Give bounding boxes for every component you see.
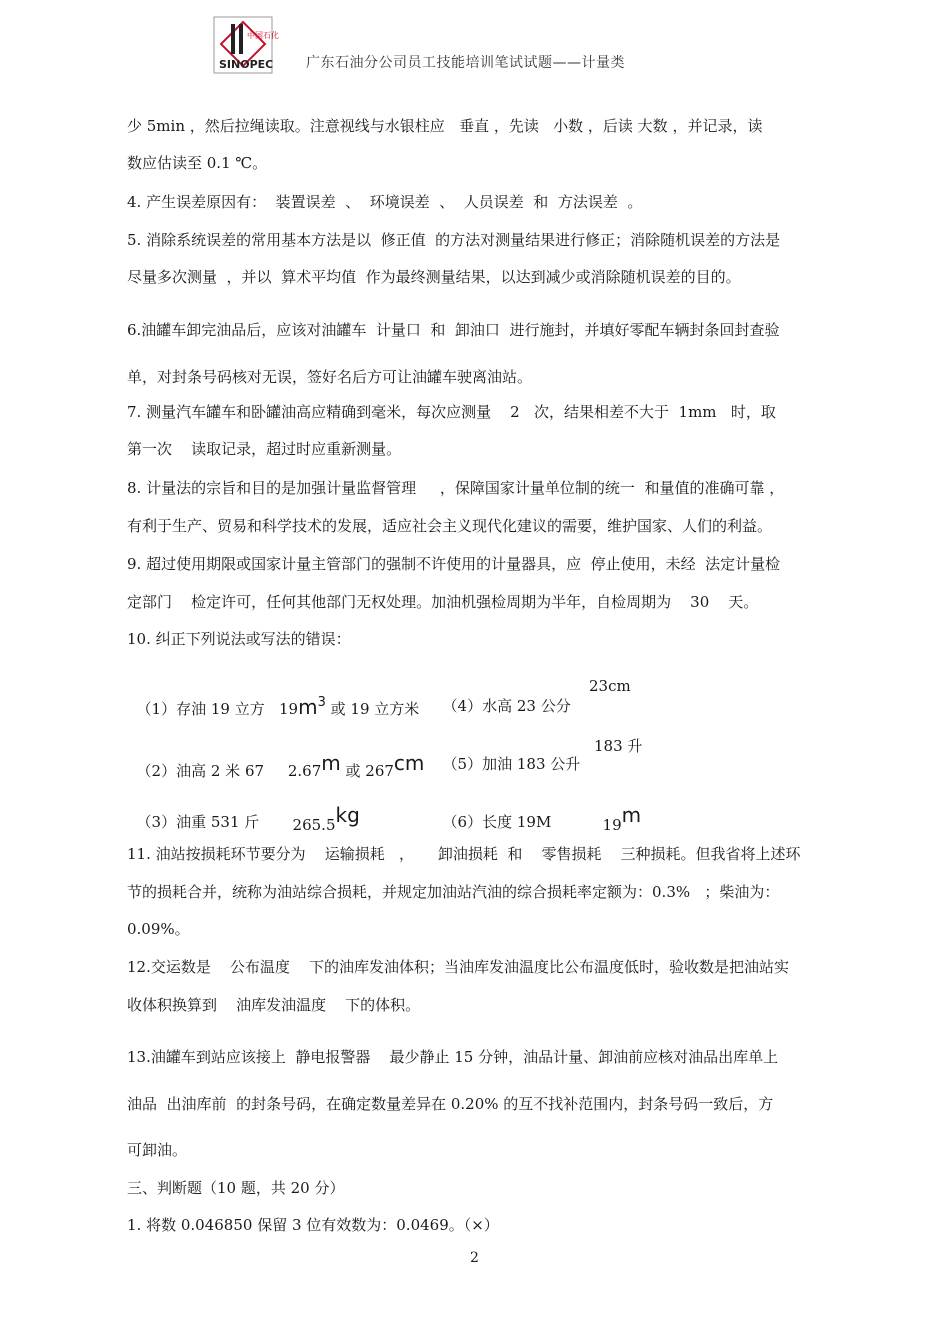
- option-3-text: （3）油重 531 斤: [136, 813, 260, 831]
- text-line: 数应估读至 0.1 ℃。: [127, 154, 268, 172]
- option-6: [433, 793, 551, 832]
- option-3-answer: [283, 785, 360, 834]
- text-line: 有利于生产、贸易和科学技术的发展，适应社会主义现代化建议的需要，维护国家、人们的利益。: [127, 517, 773, 535]
- section-heading: 三、判断题（10 题，共 20 分）: [127, 1179, 345, 1197]
- unit-m: m: [321, 751, 341, 775]
- sinopec-logo: [213, 16, 279, 74]
- option-4: [433, 677, 571, 716]
- unit-m: m: [621, 803, 642, 827]
- text-line: 0.09%。: [127, 920, 190, 938]
- option-5-answer: 183 升: [594, 737, 643, 755]
- page-number: 2: [470, 1250, 479, 1266]
- option-6-value: 19: [602, 816, 622, 834]
- svg-text:中国石化: 中国石化: [247, 31, 279, 40]
- text-line: 13.油罐车到站应该接上 静电报警器 最少静止 15 分钟，油品计量、卸油前应核对油品出库单上: [127, 1048, 779, 1066]
- unit-kg: kg: [335, 803, 360, 827]
- text-line: 第一次 读取记录，超过时应重新测量。: [127, 440, 402, 458]
- option-6-text: （6）长度 19M: [442, 813, 552, 831]
- option-1-alt: 或 19 立方米: [325, 700, 420, 718]
- option-2-text: （2）油高 2 米 67 2.67: [136, 762, 322, 780]
- header-title: 广东石油分公司员工技能培训笔试试题——计量类: [306, 55, 625, 71]
- text-line: 11. 油站按损耗环节要分为 运输损耗 ， 卸油损耗 和 零售损耗 三种损耗。但我省将上述环: [127, 845, 801, 863]
- text-line: 8. 计量法的宗旨和目的是加强计量监督管理 ，保障国家计量单位制的统一 和量值的准确可靠 ，: [127, 479, 785, 497]
- text-line: 7. 测量汽车罐车和卧罐油高应精确到毫米，每次应测量 2 次，结果相差不大于 1mm 时，取: [127, 403, 776, 421]
- option-2: [127, 733, 424, 781]
- text-line: 4. 产生误差原因有： 装置误差 、 环境误差 、 人员误差 和 方法误差 。: [127, 193, 643, 211]
- text-line: 1. 将数 0.046850 保留 3 位有效数为：0.0469。（×）: [127, 1216, 499, 1234]
- text-line: 定部门 检定许可，任何其他部门无权处理。加油机强检周期为半年，自检周期为 30 天。: [127, 593, 759, 611]
- text-line: 12.交运数是 公布温度 下的油库发油体积；当油库发油温度比公布温度低时，验收数是把油站实: [127, 958, 790, 976]
- option-1: [127, 677, 419, 719]
- text-line: 6.油罐车卸完油品后，应该对油罐车 计量口 和 卸油口 进行施封，并填好零配车辆封条回封查验: [127, 321, 780, 339]
- option-2-alt: 或 267: [340, 762, 394, 780]
- logo-text: SINOPEC: [219, 58, 274, 71]
- option-3: [127, 793, 259, 832]
- option-6-answer: [593, 785, 641, 834]
- option-3-value: 265.5: [292, 816, 336, 834]
- option-5: [433, 735, 580, 774]
- text-line: 收体积换算到 油库发油温度 下的体积。: [127, 996, 421, 1014]
- text-line: 少 5min ，然后拉绳读取。注意视线与水银柱应 垂直 ，先读 小数 ，后读 大数 ，并记录，读: [127, 117, 763, 135]
- unit-m: m: [298, 695, 318, 719]
- option-1-text: （1）存油 19 立方 19: [136, 700, 299, 718]
- text-line: 9. 超过使用期限或国家计量主管部门的强制不许使用的计量器具，应 停止使用，未经 法定计量检: [127, 555, 781, 573]
- text-line: 10. 纠正下列说法或写法的错误：: [127, 630, 351, 648]
- text-line: 5. 消除系统误差的常用基本方法是以 修正值 的方法对测量结果进行修正；消除随机误差的方法是: [127, 231, 781, 249]
- superscript-3: 3: [317, 695, 326, 710]
- text-line: 油品 出油库前 的封条号码，在确定数量差异在 0.20% 的互不找补范围内，封条号码一致后，方: [127, 1095, 774, 1113]
- text-line: 可卸油。: [127, 1141, 188, 1159]
- text-line: 节的损耗合并，统称为油站综合损耗，并规定加油站汽油的综合损耗率定额为：0.3% ；柴油为：: [127, 883, 780, 901]
- option-4-text: （4）水高 23 公分: [442, 697, 571, 715]
- text-line: 单，对封条号码核对无误，签好名后方可让油罐车驶离油站。: [127, 368, 533, 386]
- option-5-text: （5）加油 183 公升: [442, 755, 581, 773]
- unit-cm: cm: [393, 751, 425, 775]
- option-4-answer: 23cm: [589, 677, 631, 695]
- text-line: 尽量多次测量 ，并以 算术平均值 作为最终测量结果，以达到减少或消除随机误差的目的。: [127, 268, 741, 286]
